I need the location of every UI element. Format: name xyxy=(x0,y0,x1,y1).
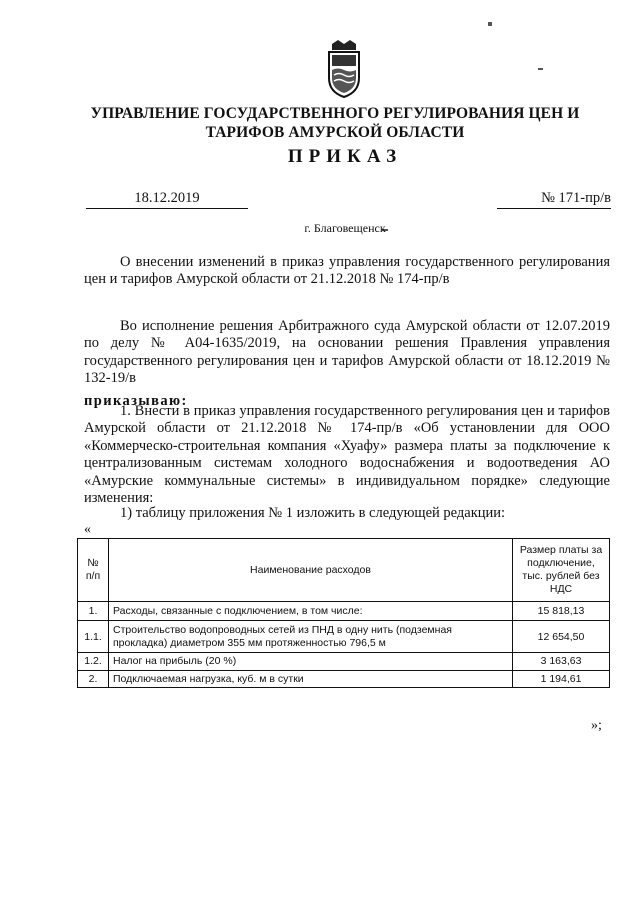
table-header-row xyxy=(78,539,610,602)
table-row xyxy=(78,670,610,688)
row-name: Налог на прибыль (20 %) xyxy=(109,653,513,671)
table-row xyxy=(78,602,610,621)
scan-speck xyxy=(488,22,492,26)
row-value: 3 163,63 xyxy=(513,653,610,671)
paragraph-1: 1. Внести в приказ управления государственного регулирования цен и тарифов Амурской области от 21.12.2018 № 174-пр/в «Об установлении для ООО «Коммерческо-строительная компания «Хуафу» размера платы за подключение к централизованным системам холодного водоснабжения и водоотведения АО «Амурские коммунальные системы» в индивидуальном порядке» следующие изменения: xyxy=(84,403,610,507)
row-value: 15 818,13 xyxy=(513,602,610,621)
coat-of-arms-icon xyxy=(326,40,362,98)
row-name: Подключаемая нагрузка, куб. м в сутки xyxy=(109,670,513,688)
org-line-2: ТАРИФОВ АМУРСКОЙ ОБЛАСТИ xyxy=(205,124,465,141)
document-number: № 171-пр/в xyxy=(497,190,611,209)
row-no: 2. xyxy=(78,670,109,688)
row-no: 1.2. xyxy=(78,653,109,671)
row-value: 1 194,61 xyxy=(513,670,610,688)
row-no: 1.1. xyxy=(78,621,109,653)
document-type: ПРИКАЗ xyxy=(287,146,403,167)
document-city: г. Благовещенск xyxy=(304,221,386,235)
preamble-paragraph: Во исполнение решения Арбитражного суда Амурской области от 12.07.2019 по делу № А04-1635/2019, на основании решения Правления управления государственного регулирования цен и тарифов Амурской области от 18.12.2019 № 132-19/в xyxy=(84,318,610,387)
row-name: Расходы, связанные с подключением, в том числе: xyxy=(109,602,513,621)
document-subject: О внесении изменений в приказ управления государственного регулирования цен и тарифов Амурской области от 21.12.2018 № 174-пр/в xyxy=(84,254,610,288)
document-date: 18.12.2019 xyxy=(86,190,248,209)
tariff-table xyxy=(77,538,610,688)
org-line-1: УПРАВЛЕНИЕ ГОСУДАРСТВЕННОГО РЕГУЛИРОВАНИЯ ЦЕН И xyxy=(90,105,580,122)
row-no: 1. xyxy=(78,602,109,621)
scan-speck xyxy=(538,68,543,70)
order-word: приказываю: xyxy=(84,393,188,409)
header-name: Наименование расходов xyxy=(109,539,513,602)
item-1: 1) таблицу приложения № 1 изложить в следующей редакции: xyxy=(120,505,506,521)
quote-close: »; xyxy=(591,718,602,733)
quote-open: « xyxy=(84,522,91,537)
header-no: № п/п xyxy=(78,539,109,602)
organization-title xyxy=(40,104,630,142)
row-value: 12 654,50 xyxy=(513,621,610,653)
header-value: Размер платы за подключение, тыс. рублей без НДС xyxy=(513,539,610,602)
table-row xyxy=(78,653,610,671)
table-row xyxy=(78,621,610,653)
row-name: Строительство водопроводных сетей из ПНД в одну нить (подземная прокладка) диаметром 355 мм протяженностью 796,5 м xyxy=(109,621,513,653)
